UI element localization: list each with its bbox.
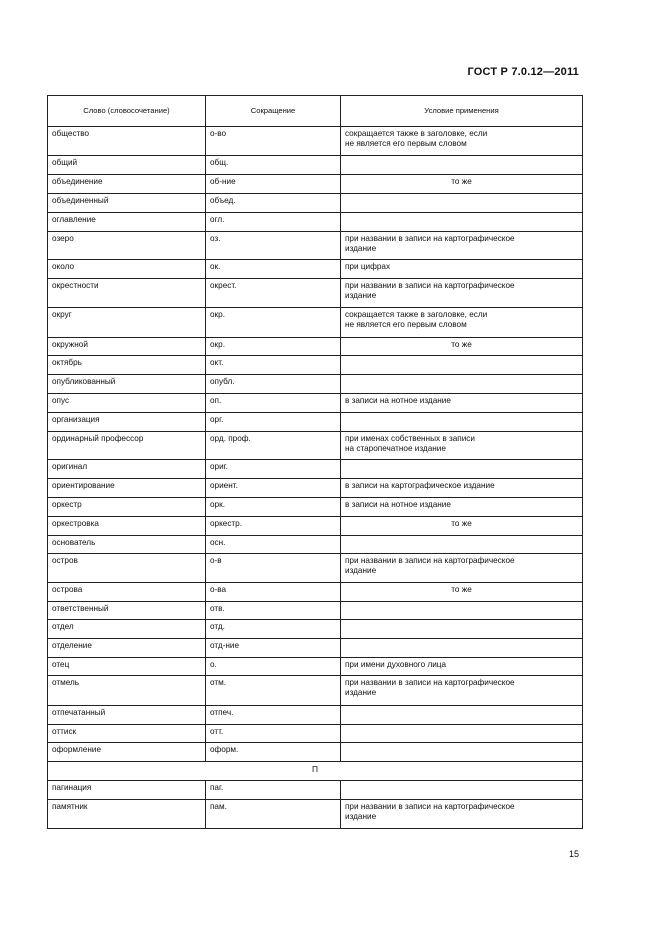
cell-word: организация [48, 413, 206, 432]
cell-condition [341, 536, 583, 554]
cell-abbreviation: орд. проф. [206, 432, 341, 460]
cell-condition: то же [341, 517, 583, 536]
column-header-condition: Условие применения [341, 96, 583, 127]
cell-word: объединенный [48, 194, 206, 213]
table-body [48, 127, 583, 829]
table-row [48, 706, 583, 725]
table-row [48, 260, 583, 279]
cell-condition: при цифрах [341, 260, 583, 279]
cell-abbreviation: окрест. [206, 279, 341, 308]
cell-condition: при названии в записи на картографическое издание [341, 676, 583, 706]
cell-abbreviation: осн. [206, 536, 341, 554]
table-row [48, 460, 583, 479]
cell-word: оттиск [48, 725, 206, 743]
cell-abbreviation: о. [206, 658, 341, 676]
table-row [48, 583, 583, 602]
cell-condition [341, 620, 583, 639]
cell-abbreviation: оп. [206, 394, 341, 413]
cell-word: октябрь [48, 356, 206, 375]
table-row [48, 725, 583, 743]
cell-word: отпечатанный [48, 706, 206, 725]
cell-word: оглавление [48, 213, 206, 232]
table-row [48, 413, 583, 432]
section-letter: П [48, 762, 583, 781]
cell-word: оформление [48, 743, 206, 762]
table-row [48, 781, 583, 800]
table-row [48, 156, 583, 175]
table-row [48, 127, 583, 156]
cell-abbreviation: о-во [206, 127, 341, 156]
cell-abbreviation: отпеч. [206, 706, 341, 725]
cell-word: окрестности [48, 279, 206, 308]
table-row [48, 194, 583, 213]
cell-condition [341, 460, 583, 479]
cell-condition: в записи на нотное издание [341, 498, 583, 517]
cell-abbreviation: отв. [206, 602, 341, 620]
cell-condition: в записи на картографическое издание [341, 479, 583, 498]
cell-abbreviation: отд-ние [206, 639, 341, 658]
table-row [48, 639, 583, 658]
column-header-abbreviation: Сокращение [206, 96, 341, 127]
cell-abbreviation: пам. [206, 800, 341, 829]
cell-abbreviation: оформ. [206, 743, 341, 762]
table-row [48, 432, 583, 460]
cell-condition: при названии в записи на картографическое издание [341, 232, 583, 260]
cell-abbreviation: орк. [206, 498, 341, 517]
table-row [48, 602, 583, 620]
cell-condition [341, 156, 583, 175]
cell-condition [341, 213, 583, 232]
cell-word: объединение [48, 175, 206, 194]
cell-word: памятник [48, 800, 206, 829]
cell-word: оригинал [48, 460, 206, 479]
page-number: 15 [568, 849, 579, 859]
cell-condition: то же [341, 175, 583, 194]
cell-condition [341, 602, 583, 620]
cell-condition [341, 781, 583, 800]
cell-condition [341, 356, 583, 375]
table-row [48, 536, 583, 554]
cell-word: оркестровка [48, 517, 206, 536]
cell-condition [341, 375, 583, 394]
cell-word: оркестр [48, 498, 206, 517]
cell-word: ориентирование [48, 479, 206, 498]
cell-condition [341, 413, 583, 432]
cell-abbreviation: отд. [206, 620, 341, 639]
cell-word: округ [48, 308, 206, 338]
cell-condition [341, 706, 583, 725]
cell-condition: сокращается также в заголовке, если не является его первым словом [341, 127, 583, 156]
table-header-row [48, 96, 583, 127]
cell-abbreviation: огл. [206, 213, 341, 232]
table-row [48, 394, 583, 413]
cell-abbreviation: объед. [206, 194, 341, 213]
cell-word: опубликованный [48, 375, 206, 394]
table-row [48, 620, 583, 639]
cell-abbreviation: ориг. [206, 460, 341, 479]
cell-word: общий [48, 156, 206, 175]
cell-abbreviation: окр. [206, 338, 341, 356]
cell-word: основатель [48, 536, 206, 554]
cell-word: опус [48, 394, 206, 413]
cell-abbreviation: оркестр. [206, 517, 341, 536]
section-letter-row [48, 762, 583, 781]
table-row [48, 232, 583, 260]
cell-condition: при названии в записи на картографическое издание [341, 279, 583, 308]
cell-word: около [48, 260, 206, 279]
cell-abbreviation: отм. [206, 676, 341, 706]
cell-word: отделение [48, 639, 206, 658]
cell-word: остров [48, 554, 206, 583]
cell-abbreviation: паг. [206, 781, 341, 800]
table-row [48, 279, 583, 308]
table-row [48, 308, 583, 338]
cell-word: острова [48, 583, 206, 602]
cell-word: общество [48, 127, 206, 156]
cell-abbreviation: о-в [206, 554, 341, 583]
document-code: ГОСТ Р 7.0.12—2011 [467, 66, 579, 78]
table-row [48, 338, 583, 356]
table-row [48, 658, 583, 676]
table-row [48, 517, 583, 536]
cell-condition: в записи на нотное издание [341, 394, 583, 413]
abbreviations-table [47, 95, 583, 829]
cell-abbreviation: ориент. [206, 479, 341, 498]
cell-condition: при названии в записи на картографическое издание [341, 554, 583, 583]
cell-condition: то же [341, 338, 583, 356]
cell-word: отец [48, 658, 206, 676]
cell-abbreviation: ок. [206, 260, 341, 279]
table-row [48, 375, 583, 394]
cell-abbreviation: окт. [206, 356, 341, 375]
cell-word: ответственный [48, 602, 206, 620]
cell-condition [341, 743, 583, 762]
table-row [48, 554, 583, 583]
cell-condition: сокращается также в заголовке, если не является его первым словом [341, 308, 583, 338]
table-row [48, 479, 583, 498]
cell-condition: то же [341, 583, 583, 602]
cell-word: отмель [48, 676, 206, 706]
table-row [48, 498, 583, 517]
cell-abbreviation: оз. [206, 232, 341, 260]
table-row [48, 213, 583, 232]
table-row [48, 676, 583, 706]
cell-abbreviation: окр. [206, 308, 341, 338]
cell-abbreviation: отт. [206, 725, 341, 743]
cell-abbreviation: о-ва [206, 583, 341, 602]
cell-word: окружной [48, 338, 206, 356]
cell-abbreviation: общ. [206, 156, 341, 175]
cell-word: пагинация [48, 781, 206, 800]
cell-condition [341, 194, 583, 213]
cell-condition [341, 725, 583, 743]
cell-abbreviation: орг. [206, 413, 341, 432]
table-row [48, 743, 583, 762]
cell-condition: при именах собственных в записи на старопечатное издание [341, 432, 583, 460]
cell-condition: при названии в записи на картографическое издание [341, 800, 583, 829]
cell-condition: при имени духовного лица [341, 658, 583, 676]
cell-abbreviation: об-ние [206, 175, 341, 194]
cell-abbreviation: опубл. [206, 375, 341, 394]
cell-word: ординарный профессор [48, 432, 206, 460]
table-row [48, 175, 583, 194]
cell-condition [341, 639, 583, 658]
table-row [48, 800, 583, 829]
table-row [48, 356, 583, 375]
cell-word: отдел [48, 620, 206, 639]
column-header-word: Слово (словосочетание) [48, 96, 206, 127]
cell-word: озеро [48, 232, 206, 260]
